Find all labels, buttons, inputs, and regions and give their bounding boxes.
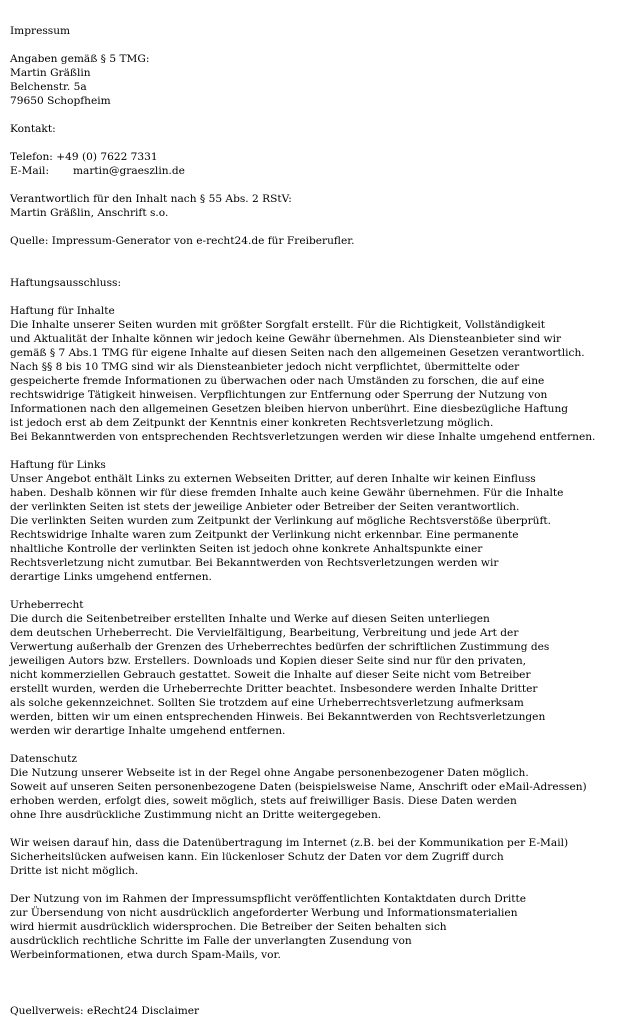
body-line: Die durch die Seitenbetreiber erstellten Inhalte und Werke auf diesen Seiten unterliegen <box>10 613 490 625</box>
body-line: erhoben werden, erfolgt dies, soweit möglich, stets auf freiwilliger Basis. Diese Daten werden <box>10 795 517 807</box>
body-line: ohne Ihre ausdrückliche Zustimmung nicht an Dritte weitergegeben. <box>10 809 382 821</box>
phone-row <box>10 150 641 164</box>
body-line: Werbeinformationen, etwa durch Spam-Mails, vor. <box>10 949 281 961</box>
body-line: dem deutschen Urheberrecht. Die Vervielfältigung, Bearbeitung, Verbreitung und jede Art der <box>10 627 519 639</box>
section-heading: Urheberrecht <box>10 599 84 611</box>
spacer <box>10 584 641 598</box>
body-line: Sicherheitslücken aufweisen kann. Ein lückenloser Schutz der Daten vor dem Zugriff durch <box>10 851 504 863</box>
email-label: E-Mail: <box>10 165 50 177</box>
body-line: zur Übersendung von nicht ausdrücklich angeforderter Werbung und Informationsmaterialien <box>10 907 518 919</box>
body-line: Soweit auf unseren Seiten personenbezogene Daten (beispielsweise Name, Anschrift oder eMail-Adressen) <box>10 781 587 793</box>
body-line: ist jedoch erst ab dem Zeitpunkt der Kenntnis einer konkreten Rechtsverletzung möglich. <box>10 417 494 429</box>
body-line: derartige Links umgehend entfernen. <box>10 571 212 583</box>
verantwortlich-heading: Verantwortlich für den Inhalt nach § 55 Abs. 2 RStV: <box>10 193 292 205</box>
body-line: Die Inhalte unserer Seiten wurden mit größter Sorgfalt erstellt. Für die Richtigkeit, Vollständigkeit <box>10 319 545 331</box>
address-city: 79650 Schopfheim <box>10 95 111 107</box>
spacer <box>10 878 641 892</box>
spacer <box>10 108 641 122</box>
quellverweis-label: Quellverweis: <box>10 1005 84 1017</box>
body-line: haben. Deshalb können wir für diese fremden Inhalte auch keine Gewähr übernehmen. Für die Inhalte <box>10 487 564 499</box>
body-line: Rechtsverletzung nicht zumutbar. Bei Bekanntwerden von Rechtsverletzungen werden wir <box>10 557 499 569</box>
spacer <box>10 38 641 52</box>
spacer <box>10 178 641 192</box>
body-line: Informationen nach den allgemeinen Gesetzen bleiben hiervon unberührt. Eine diesbezügliche Haftung <box>10 403 569 415</box>
email-value: martin@graeszlin.de <box>73 165 185 177</box>
body-line: gespeicherte fremde Informationen zu überwachen oder nach Umständen zu forschen, die auf eine <box>10 375 545 387</box>
body-line: Rechtswidrige Inhalte waren zum Zeitpunkt der Verlinkung nicht erkennbar. Eine permanente <box>10 529 519 541</box>
spacer <box>10 248 641 276</box>
quelle-value: Impressum-Generator von e-recht24.de für Freiberufler. <box>51 235 355 247</box>
body-line: nicht kommerziellen Gebrauch gestattet. Soweit die Inhalte auf dieser Seite nicht vom Betreiber <box>10 669 531 681</box>
body-line: und Aktualität der Inhalte können wir jedoch keine Gewähr übernehmen. Als Diensteanbieter sind wir <box>10 333 562 345</box>
body-line: Die verlinkten Seiten wurden zum Zeitpunkt der Verlinkung auf mögliche Rechtsverstöße überprüft. <box>10 515 552 527</box>
body-line: rechtswidrige Tätigkeit hinweisen. Verpflichtungen zur Entfernung oder Sperrung der Nutzung von <box>10 389 548 401</box>
owner-name: Martin Gräßlin <box>10 67 91 79</box>
datenschutz-heading: Datenschutz <box>10 753 78 765</box>
body-line: gemäß § 7 Abs.1 TMG für eigene Inhalte auf diesen Seiten nach den allgemeinen Gesetzen verantwortlich. <box>10 347 585 359</box>
spacer <box>10 220 641 234</box>
disclaimer-heading: Haftungsausschluss: <box>10 277 122 289</box>
spacer <box>10 738 641 752</box>
spacer <box>10 962 641 1004</box>
body-line: Dritte ist nicht möglich. <box>10 865 139 877</box>
body-line: Bei Bekanntwerden von entsprechenden Rechtsverletzungen werden wir diese Inhalte umgehend entfernen. <box>10 431 596 443</box>
page-title: Impressum <box>10 25 71 37</box>
spacer <box>10 136 641 150</box>
body-line: der verlinkten Seiten ist stets der jeweilige Anbieter oder Betreiber der Seiten verantwortlich. <box>10 501 520 513</box>
angaben-heading: Angaben gemäß § 5 TMG: <box>10 53 150 65</box>
phone-value: +49 (0) 7622 7331 <box>56 151 158 163</box>
quellverweis-value: eRecht24 Disclaimer <box>86 1005 200 1017</box>
body-line: Nach §§ 8 bis 10 TMG sind wir als Diensteanbieter jedoch nicht verpflichtet, übermittelte oder <box>10 361 520 373</box>
section-heading: Haftung für Links <box>10 459 106 471</box>
body-line: Unser Angebot enthält Links zu externen Webseiten Dritter, auf deren Inhalte wir keinen Einfluss <box>10 473 536 485</box>
body-line: werden, bitten wir um einen entsprechenden Hinweis. Bei Bekanntwerden von Rechtsverletzungen <box>10 711 546 723</box>
quelle-row <box>10 234 641 248</box>
body-line: Die Nutzung unserer Webseite ist in der Regel ohne Angabe personenbezogener Daten möglich. <box>10 767 529 779</box>
spacer <box>10 444 641 458</box>
body-line: werden wir derartige Inhalte umgehend entfernen. <box>10 725 286 737</box>
verantwortlich-value: Martin Gräßlin, Anschrift s.o. <box>10 207 169 219</box>
phone-label: Telefon: <box>10 151 53 163</box>
body-line: nhaltliche Kontrolle der verlinkten Seiten ist jedoch ohne konkrete Anhaltspunkte einer <box>10 543 483 555</box>
body-line: Verwertung außerhalb der Grenzen des Urheberrechtes bedürfen der schriftlichen Zustimmung des <box>10 641 550 653</box>
body-line: Wir weisen darauf hin, dass die Datenübertragung im Internet (z.B. bei der Kommunikation per E-Mail) <box>10 837 569 849</box>
kontakt-heading: Kontakt: <box>10 123 56 135</box>
address-street: Belchenstr. 5a <box>10 81 87 93</box>
body-line: erstellt wurden, werden die Urheberrechte Dritter beachtet. Insbesondere werden Inhalte Dritter <box>10 683 538 695</box>
section-heading: Haftung für Inhalte <box>10 305 115 317</box>
quelle-label: Quelle: <box>10 235 49 247</box>
body-line: jeweiligen Autors bzw. Erstellers. Downloads und Kopien dieser Seite sind nur für den privaten, <box>10 655 527 667</box>
body-line: wird hiermit ausdrücklich widersprochen. Die Betreiber der Seiten behalten sich <box>10 921 447 933</box>
email-row <box>10 164 641 178</box>
spacer <box>10 290 641 304</box>
body-line: als solche gekennzeichnet. Sollten Sie trotzdem auf eine Urheberrechtsverletzung aufmerksam <box>10 697 524 709</box>
body-line: Der Nutzung von im Rahmen der Impressumspflicht veröffentlichten Kontaktdaten durch Dritte <box>10 893 526 905</box>
spacer <box>10 822 641 836</box>
body-line: ausdrücklich rechtliche Schritte im Falle der unverlangten Zusendung von <box>10 935 412 947</box>
